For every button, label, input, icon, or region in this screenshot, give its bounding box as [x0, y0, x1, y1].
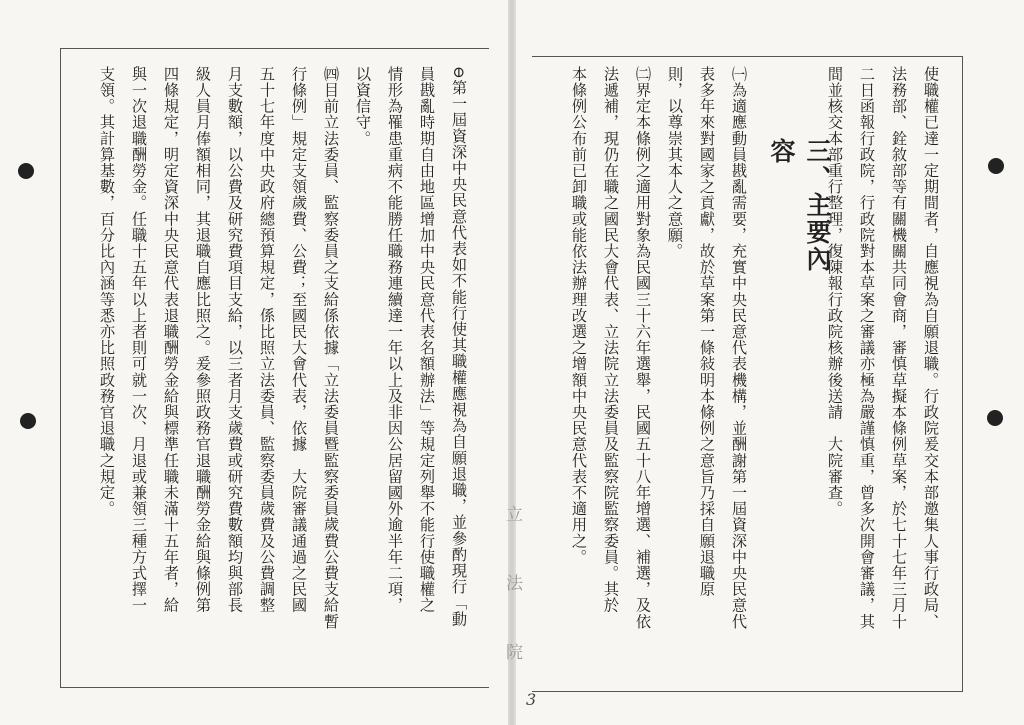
text-column: 行條例」規定支領歲費、公費；至國民大會代表，依據 大院審議通過之民國: [290, 66, 308, 614]
binder-hole-icon: [988, 158, 1004, 174]
text-column: ㈣目前立法委員、監察委員之支給係依據「立法委員暨監察委員歲費公費支給暫: [322, 66, 340, 630]
text-column: 情形為罹患重病不能勝任職務連續達一年以上及非因公居留國外逾半年二項，: [386, 66, 404, 614]
text-column: 員戡亂時期自由地區增加中央民意代表名額辦法」等規定列舉不能行使職權之: [418, 66, 436, 614]
text-column: 使職權已達一定期間者，自應視為自願退職。行政院爰交本部邀集人事行政局、: [922, 66, 940, 630]
page-number: 3: [526, 690, 537, 709]
text-column: 級人員月俸額相同，其退職自應比照之。爰參照政務官退職酬勞金給與條例第: [194, 66, 212, 614]
binder-hole-icon: [20, 413, 36, 429]
legislative-yuan-watermark: 立法院: [502, 505, 522, 712]
text-column: 月支數額，以公費及研究費項目支給，以三者月支歲費或研究費數額均與部長: [226, 66, 244, 614]
text-column: 本條例公布前已卸職或能依法辦理改選之增額中央民意代表不適用之。: [570, 66, 588, 566]
text-column: 表多年來對國家之貢獻，故於草案第一條敍明本條例之意旨乃採自願退職原: [698, 66, 716, 598]
text-column: 四條規定，明定資深中央民意代表退職酬勞金給與標準任職未滿十五年者，給: [162, 66, 180, 614]
binder-hole-icon: [18, 163, 34, 179]
text-column: 支領。其計算基數，百分比內涵等悉亦比照政務官退職之規定。: [98, 66, 116, 517]
text-column: 二日函報行政院，行政院對本草案之審議亦極為嚴謹慎重，曾多次開會審議，其: [858, 66, 876, 630]
text-column: 五十七年度中央政府總預算規定，係比照立法委員、監察委員歲費及公費調整: [258, 66, 276, 614]
text-column: ⊖第一屆資深中央民意代表如不能行使其職權應視為自願退職，並參酌現行「動: [450, 66, 468, 628]
section-heading: 三、主要內容: [767, 138, 832, 273]
text-column: 與一次退職酬勞金。任職十五年以上者則可就一次、月退或兼領三種方式擇一: [130, 66, 148, 614]
text-column: 以資信守。: [354, 66, 372, 147]
text-column: ㈠為適應動員戡亂需要，充實中央民意代表機構，並酬謝第一屆資深中央民意代: [730, 66, 748, 630]
text-column: 法遞補，現仍在職之國民大會代表、立法院立法委員及監察院監察委員。其於: [602, 66, 620, 614]
text-column: 間並核交本部重行整理，復陳報行政院核辦後送請 大院審查。: [826, 66, 844, 517]
text-column: 法務部、銓敘部等有關機關共同會商，審慎草擬本條例草案，於七十七年三月十: [890, 66, 908, 630]
text-column: ㈡界定本條例之適用對象為民國三十六年選舉，民國五十八年增選、補選，及依: [634, 66, 652, 630]
text-column: 則，以尊崇其本人之意願。: [666, 66, 684, 260]
binder-hole-icon: [987, 410, 1003, 426]
